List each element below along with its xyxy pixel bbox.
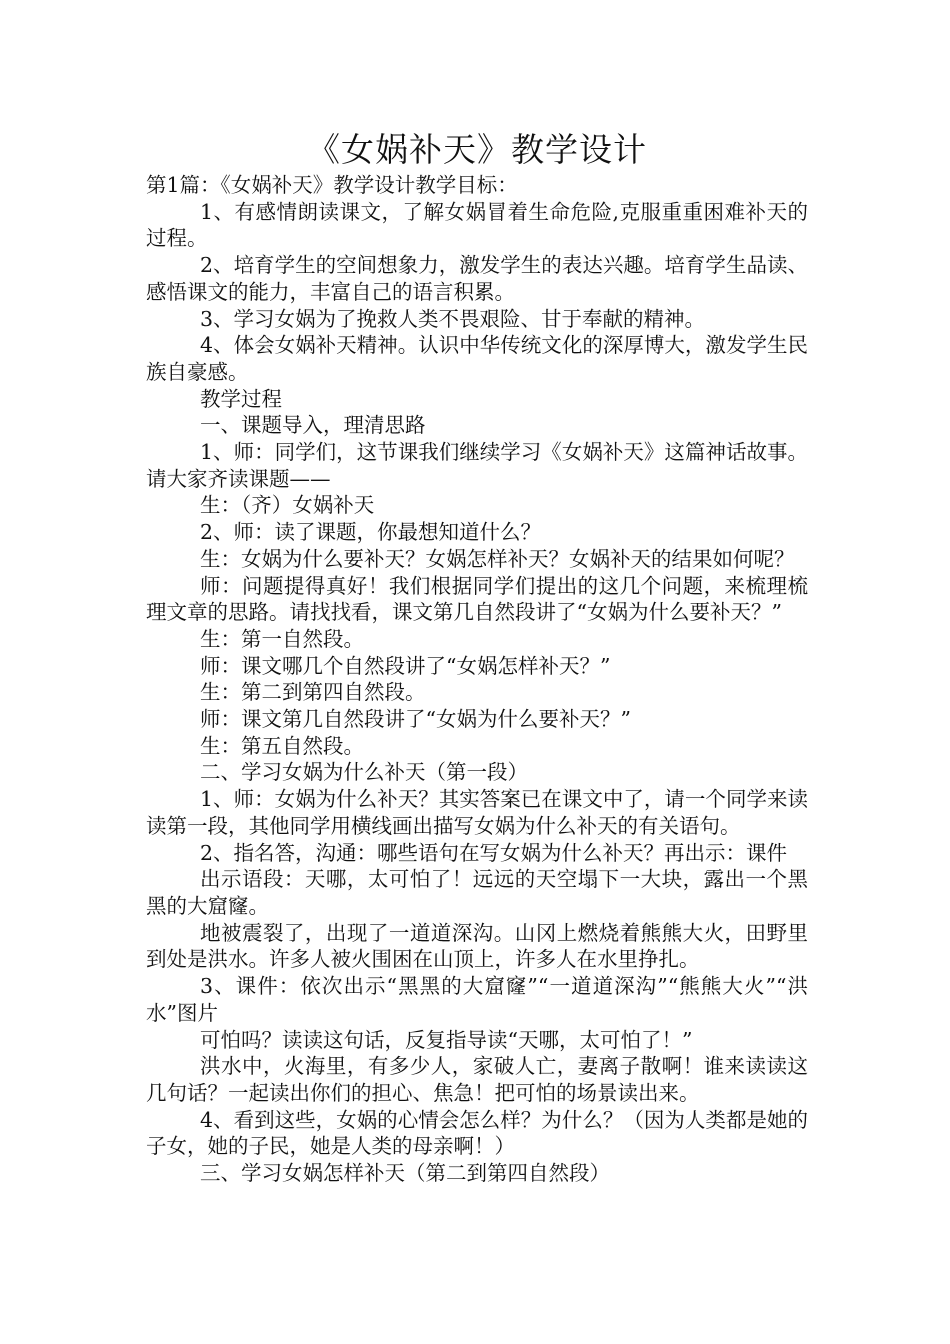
document-paragraph: 三、学习女娲怎样补天（第二到第四自然段） (200, 1161, 610, 1186)
document-paragraph: 第1篇：《女娲补天》教学设计教学目标： (146, 173, 518, 197)
document-paragraph: 生：（齐）女娲补天 (200, 493, 375, 518)
document-paragraph: 3、学习女娲为了挽救人类不畏艰险、甘于奉献的精神。 (200, 306, 706, 331)
document-paragraph: 1、师：女娲为什么补天？其实答案已在课文中了，请一个同学来读读第一段，其他同学用横线画出描写女娲为什么补天的有关语句。 (146, 787, 808, 838)
document-paragraph: 生：第五自然段。 (200, 733, 364, 758)
document-paragraph: 1、有感情朗读课文，了解女娲冒着生命危险,克服重重困难补天的过程。 (146, 199, 808, 251)
document-paragraph: 出示语段：天哪，太可怕了！远远的天空塌下一大块，露出一个黑黑的大窟窿。 (146, 867, 808, 918)
document-page (146, 128, 808, 1187)
document-paragraph: 1、师：同学们，这节课我们继续学习《女娲补天》这篇神话故事。请大家齐读课题—— (146, 440, 808, 491)
document-paragraph: 生：第一自然段。 (200, 626, 364, 651)
document-paragraph: 二、学习女娲为什么补天（第一段） (200, 760, 528, 785)
document-paragraph: 师：课文哪几个自然段讲了“女娲怎样补天？” (200, 653, 611, 678)
document-paragraph: 生：女娲为什么要补天？女娲怎样补天？女娲补天的结果如何呢？ (200, 546, 795, 571)
document-paragraph: 2、指名答，沟通：哪些语句在写女娲为什么补天？再出示：课件 (200, 840, 788, 865)
document-paragraph: 3、课件：依次出示“黑黑的大窟窿”“一道道深沟”“熊熊大火”“洪水”图片 (146, 974, 808, 1025)
document-paragraph: 4、体会女娲补天精神。认识中华传统文化的深厚博大，激发学生民族自豪感。 (146, 333, 808, 384)
document-paragraph: 可怕吗？读读这句话，反复指导读“天哪，太可怕了！” (200, 1027, 693, 1052)
document-paragraph: 2、师：读了课题，你最想知道什么？ (200, 520, 542, 545)
document-paragraph: 一、课题导入，理清思路 (200, 413, 426, 438)
document-paragraph: 地被震裂了，出现了一道道深沟。山冈上燃烧着熊熊大火，田野里到处是洪水。许多人被火围困在山顶上，许多人在水里挣扎。 (146, 920, 808, 972)
document-title: 《女娲补天》教学设计 (307, 130, 647, 169)
document-body (146, 172, 808, 1187)
document-paragraph: 洪水中，火海里，有多少人，家破人亡，妻离子散啊！谁来读读这几句话？一起读出你们的担心、焦急！把可怕的场景读出来。 (146, 1054, 808, 1105)
document-paragraph: 4、看到这些，女娲的心情会怎么样？为什么？（因为人类都是她的子女，她的子民，她是人类的母亲啊！） (146, 1107, 808, 1159)
document-paragraph: 生：第二到第四自然段。 (200, 680, 426, 705)
document-paragraph: 教学过程 (200, 386, 282, 411)
document-paragraph: 师：问题提得真好！我们根据同学们提出的这几个问题，来梳理梳理文章的思路。请找找看，课文第几自然段讲了“女娲为什么要补天？” (146, 573, 808, 625)
document-paragraph: 师：课文第几自然段讲了“女娲为什么要补天？” (200, 707, 631, 732)
document-paragraph: 2、培育学生的空间想象力，激发学生的表达兴趣。培育学生品读、感悟课文的能力，丰富自己的语言积累。 (146, 253, 808, 304)
